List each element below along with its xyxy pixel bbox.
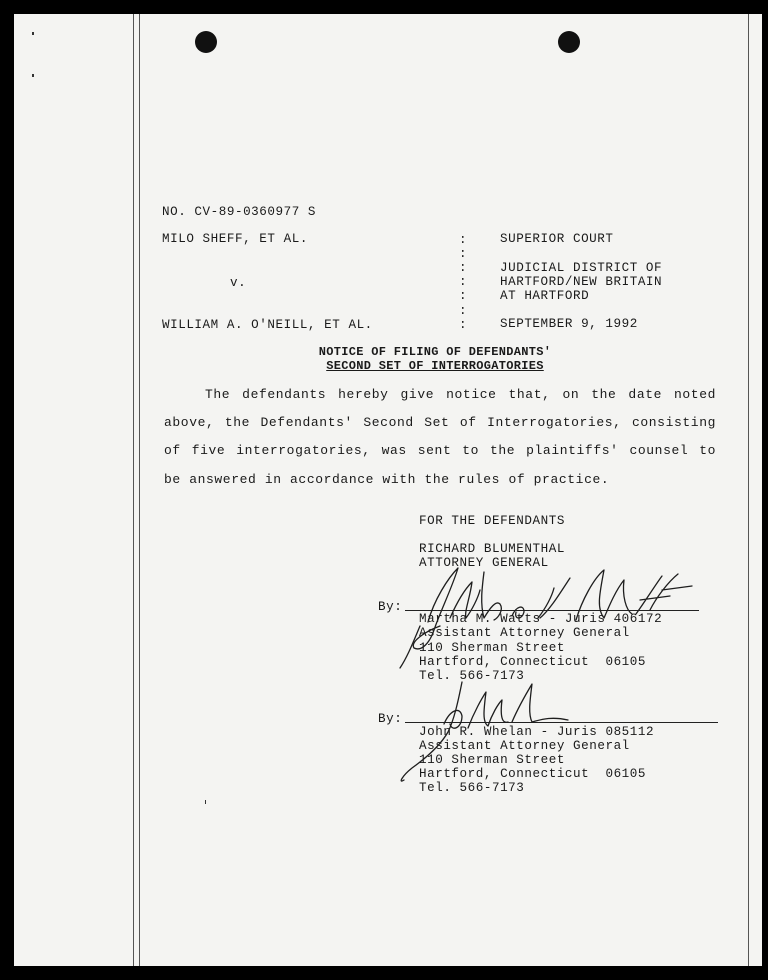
handwritten-signature-watts <box>400 560 700 690</box>
attorney-general-title: ATTORNEY GENERAL <box>419 556 549 570</box>
signer-phone: Tel. 566-7173 <box>419 781 525 795</box>
body-text-line: be answered in accordance with the rules of practice. <box>164 472 610 487</box>
signer-name: John R. Whelan - Juris 085112 <box>419 725 655 739</box>
body-text-line: of five interrogatories, was sent to the plaintiffs' counsel to <box>164 443 716 458</box>
caption-colon: : <box>459 289 467 303</box>
caption-colon: : <box>459 304 467 318</box>
docket-number: NO. CV-89-0360977 S <box>162 205 317 219</box>
signer-name: Martha M. Watts - Juris 406172 <box>419 612 663 626</box>
caption-colon: : <box>459 233 467 247</box>
scan-speck <box>32 32 34 35</box>
district-line: AT HARTFORD <box>500 289 590 303</box>
punch-hole-left <box>195 31 217 53</box>
court-name: SUPERIOR COURT <box>500 232 614 246</box>
signer-title: Assistant Attorney General <box>419 739 630 753</box>
versus-label: v. <box>230 276 247 290</box>
scan-speck <box>205 800 206 804</box>
body-text-line: The defendants hereby give notice that, on the date noted <box>205 387 716 402</box>
right-margin-rule <box>748 14 749 966</box>
notice-title-line1: NOTICE OF FILING OF DEFENDANTS' <box>318 345 552 359</box>
signer-title: Assistant Attorney General <box>419 626 630 640</box>
signer-phone: Tel. 566-7173 <box>419 669 525 683</box>
plaintiff-name: MILO SHEFF, ET AL. <box>162 232 308 246</box>
for-defendants-line: FOR THE DEFENDANTS <box>419 514 565 528</box>
body-text-line: above, the Defendants' Second Set of Interrogatories, consisting <box>164 415 716 430</box>
left-margin-rule <box>133 14 134 966</box>
signer-city: Hartford, Connecticut 06105 <box>419 767 647 781</box>
defendant-name: WILLIAM A. O'NEILL, ET AL. <box>162 318 373 332</box>
punch-hole-right <box>558 31 580 53</box>
by-label: By: <box>378 600 403 614</box>
signer-city: Hartford, Connecticut 06105 <box>419 655 647 669</box>
attorney-general-name: RICHARD BLUMENTHAL <box>419 542 565 556</box>
caption-colon: : <box>459 318 467 332</box>
signer-street: 110 Sherman Street <box>419 753 565 767</box>
filing-date: SEPTEMBER 9, 1992 <box>500 317 638 331</box>
handwritten-signature-whelan <box>398 672 598 792</box>
notice-title-line2: SECOND SET OF INTERROGATORIES <box>326 359 544 373</box>
document-page <box>14 14 762 966</box>
scan-speck <box>32 74 34 77</box>
district-line: HARTFORD/NEW BRITAIN <box>500 275 663 289</box>
caption-colon: : <box>459 261 467 275</box>
signer-street: 110 Sherman Street <box>419 641 565 655</box>
district-line: JUDICIAL DISTRICT OF <box>500 261 663 275</box>
caption-colon: : <box>459 247 467 261</box>
by-label: By: <box>378 712 403 726</box>
caption-colon: : <box>459 275 467 289</box>
left-margin-rule-inner <box>139 14 140 966</box>
